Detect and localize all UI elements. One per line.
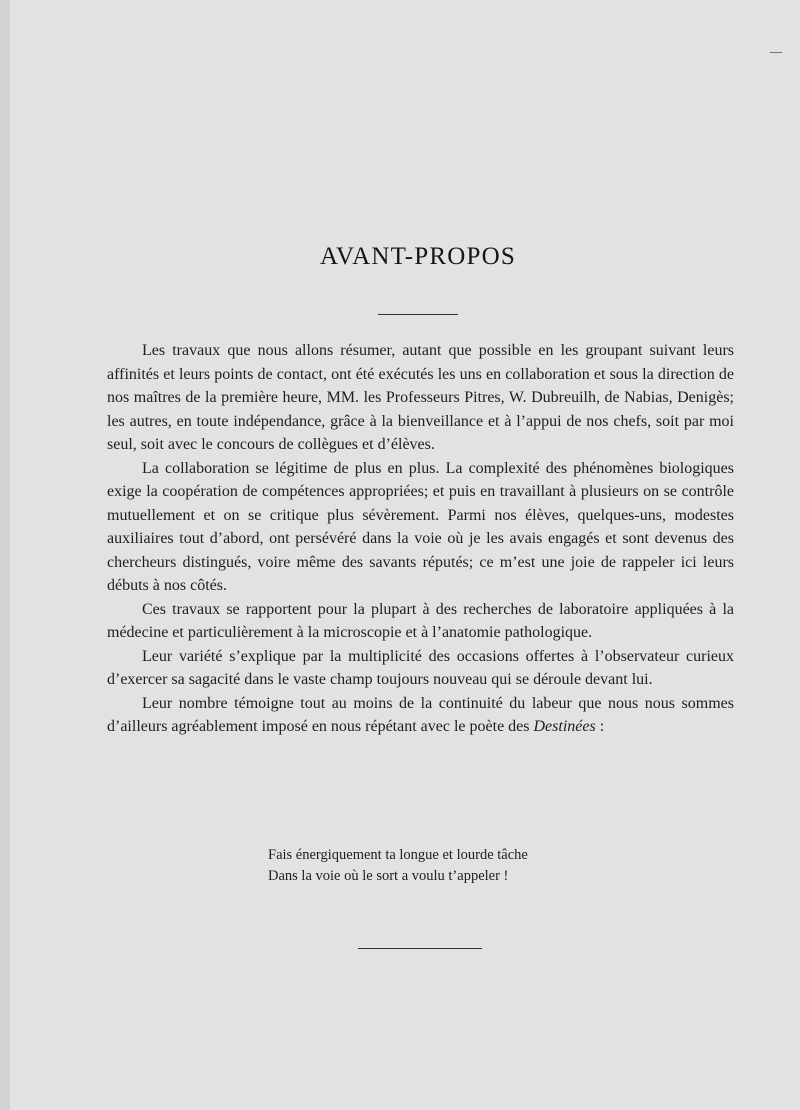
page-title: AVANT-PROPOS: [320, 243, 516, 270]
margin-mark: [770, 52, 782, 53]
paragraph: Leur variété s’explique par la multiplicité des occasions offertes à l’observateur curieux d’exercer sa sagacité dans le vaste champ toujours nouveau qui se déroule devant lui.: [107, 647, 734, 688]
verse-line: Fais énergiquement ta longue et lourde tâche: [268, 847, 528, 863]
work-title: Destinées: [533, 718, 596, 735]
paragraph: Les travaux que nous allons résumer, autant que possible en les groupant suivant leurs affinités et leurs points de contact, ont été exécutés les uns en collaboration et sous la direction de nos maîtres de la première heure, MM. les Professeurs Pitres, W. Dubreuilh, de Nabias, Denigès; les autres, en toute indépendance, grâce à la bienveillance et à l’appui de nos chefs, soit par moi seul, soit avec le concours de collègues et d’élèves.: [107, 342, 734, 453]
paragraph-last-ending: :: [595, 718, 605, 735]
title-divider: [378, 314, 458, 315]
body-text: [107, 339, 734, 739]
end-divider: [358, 948, 482, 949]
verse-quote: [268, 845, 528, 887]
paragraph-last: [107, 692, 734, 739]
page-edge-shadow: [0, 0, 10, 1110]
paragraph-last-text: Leur nombre témoigne tout au moins de la continuité du labeur que nous nous sommes d’ailleurs agréablement imposé en nous répétant avec le poète des: [107, 694, 734, 735]
verse-line: Dans la voie où le sort a voulu t’appeler !: [268, 868, 509, 884]
paragraph: Ces travaux se rapportent pour la plupart à des recherches de laboratoire appliquées à la médecine et particulièrement à la microscopie et à l’anatomie pathologique.: [107, 600, 734, 641]
paragraph: La collaboration se légitime de plus en plus. La complexité des phénomènes biologiques exige la coopération de compétences appropriées; et puis en travaillant à plusieurs on se contrôle mutuellement et on se critique plus sévèrement. Parmi nos élèves, quelques-uns, modestes auxiliaires tout d’abord, ont persévéré dans la voie où je les avais engagés et sont devenus des chercheurs distingués, voire même des savants réputés; ce m’est une joie de rappeler ici leurs débuts à nos côtés.: [107, 459, 734, 594]
